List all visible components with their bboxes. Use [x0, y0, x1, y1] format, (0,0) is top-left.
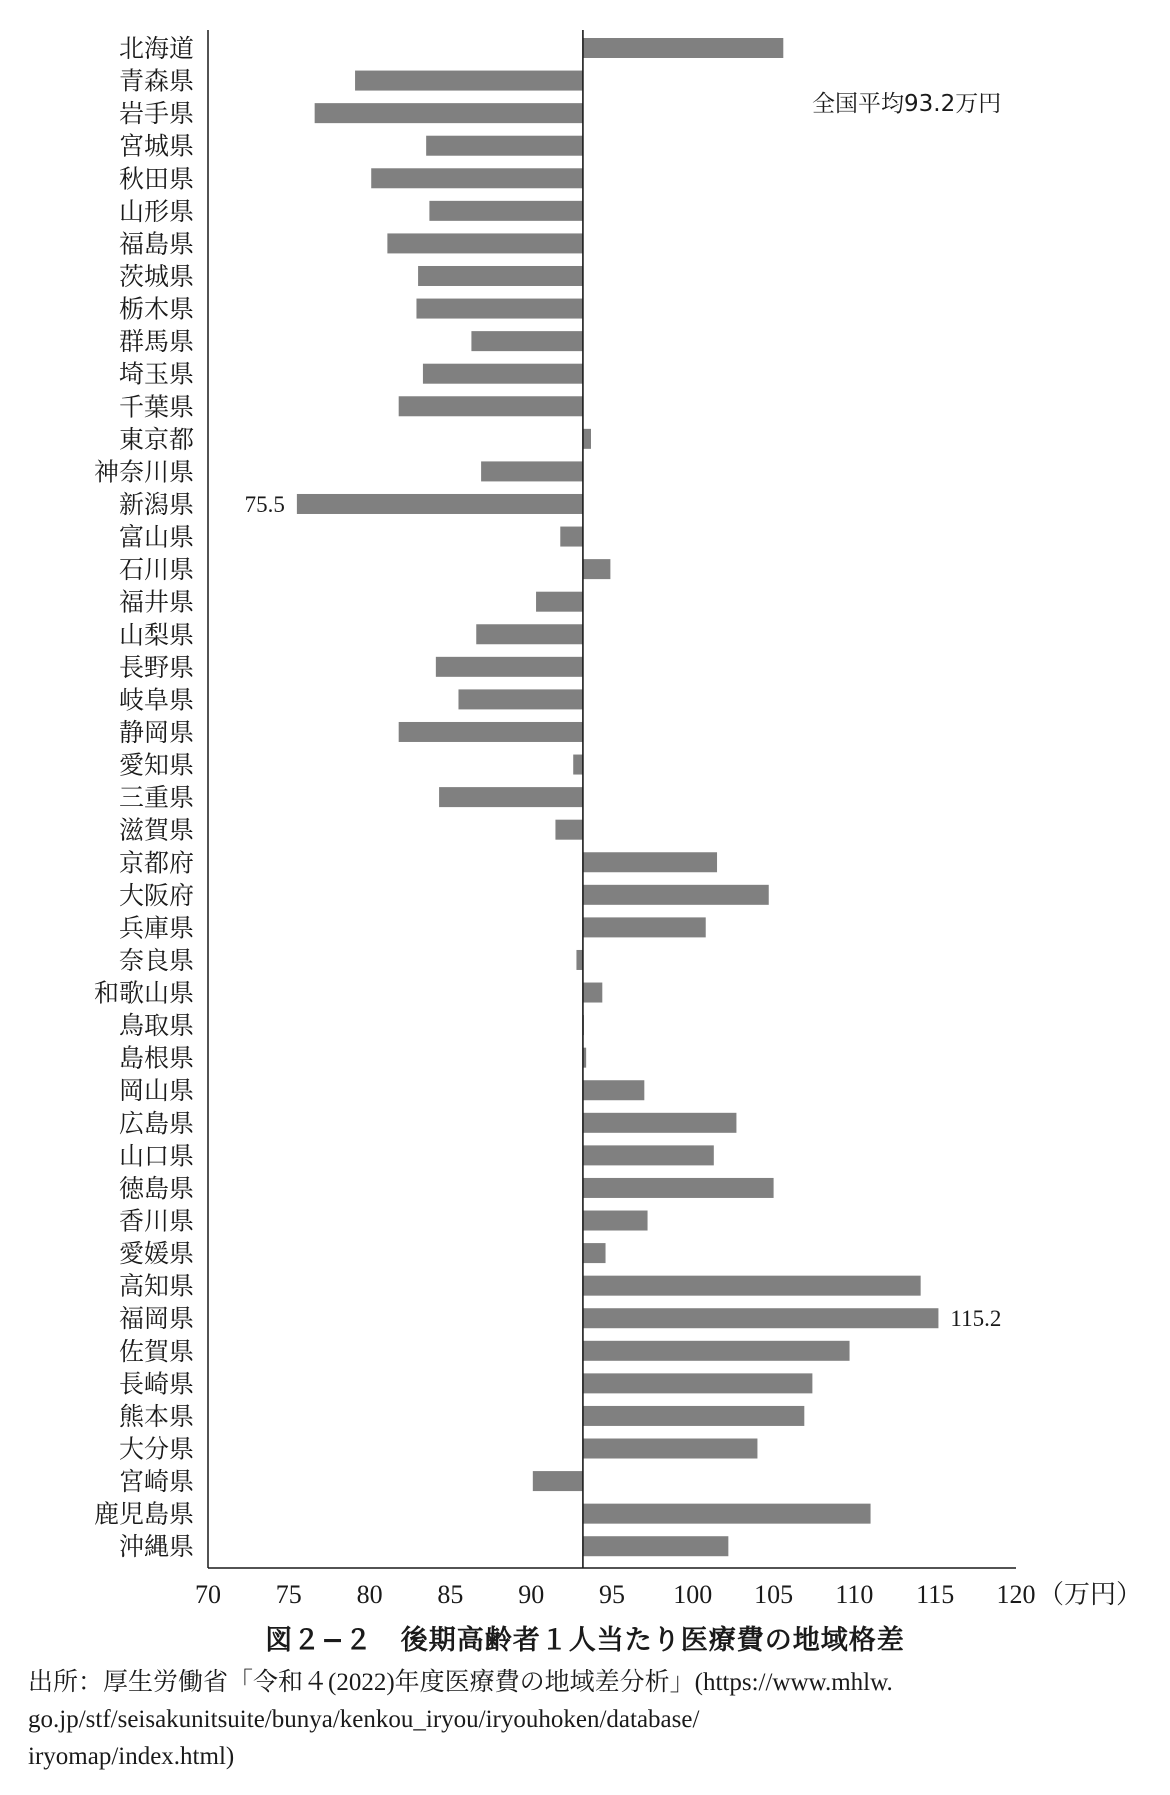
category-label: 埼玉県 [118, 359, 194, 389]
x-tick-label: 90 [518, 1580, 545, 1609]
x-tick-label: 105 [754, 1580, 794, 1609]
bar-福岡県 [583, 1308, 939, 1328]
category-label: 岩手県 [118, 99, 194, 129]
category-label: 宮城県 [118, 131, 194, 161]
category-label: 長崎県 [118, 1369, 194, 1399]
category-label: 愛媛県 [118, 1239, 194, 1269]
category-label: 新潟県 [118, 489, 194, 519]
category-label: 熊本県 [118, 1401, 194, 1431]
category-label: 富山県 [118, 522, 194, 552]
bar-熊本県 [583, 1406, 804, 1426]
data-labels [245, 492, 1002, 1331]
bar-神奈川県 [481, 461, 583, 481]
figure-title: 図２−２ 後期高齢者１人当たり医療費の地域格差 [265, 1625, 905, 1656]
category-label: 和歌山県 [93, 978, 194, 1008]
bar-佐賀県 [583, 1341, 850, 1361]
bar-岐阜県 [458, 689, 582, 709]
category-label: 千葉県 [118, 392, 194, 422]
bar-青森県 [355, 71, 583, 91]
bar-福井県 [536, 592, 583, 612]
bar-秋田県 [371, 168, 583, 188]
category-label: 香川県 [118, 1206, 194, 1236]
source-line-1: 出所：厚生労働省「令和４(2022)年度医療費の地域差分析」(https://www.mhlw. [28, 1669, 893, 1696]
bar-香川県 [583, 1211, 648, 1231]
x-axis-unit: （万円） [1038, 1580, 1143, 1609]
category-label: 兵庫県 [118, 913, 194, 943]
x-tick-label: 75 [275, 1580, 302, 1609]
bar-岩手県 [315, 103, 583, 123]
category-label: 佐賀県 [118, 1336, 194, 1366]
bar-長野県 [436, 657, 583, 677]
category-label: 岡山県 [118, 1076, 194, 1106]
bar-鹿児島県 [583, 1504, 871, 1524]
category-label: 岐阜県 [118, 685, 194, 715]
bar-石川県 [583, 559, 610, 579]
bar-大阪府 [583, 885, 769, 905]
bar-群馬県 [471, 331, 583, 351]
data-label: 75.5 [244, 491, 285, 517]
category-label: 東京都 [118, 424, 194, 454]
x-tick-label: 95 [599, 1580, 625, 1609]
data-label: 115.2 [950, 1306, 1002, 1332]
bar-愛知県 [573, 755, 583, 775]
bar-東京都 [583, 429, 591, 449]
category-label: 高知県 [118, 1271, 194, 1301]
source-line-3: iryomap/index.html) [28, 1743, 235, 1770]
bar-兵庫県 [583, 917, 706, 937]
category-label: 北海道 [118, 34, 194, 63]
national-average-label: 全国平均93.2万円 [812, 91, 1002, 117]
x-tick-label: 100 [673, 1580, 713, 1609]
x-tick-label: 85 [437, 1580, 464, 1609]
x-tick-label: 110 [835, 1580, 874, 1609]
category-label: 福島県 [118, 229, 194, 259]
bar-埼玉県 [423, 364, 583, 384]
bar-岡山県 [583, 1080, 644, 1100]
category-label: 鹿児島県 [93, 1499, 194, 1529]
category-labels [94, 34, 194, 1561]
bar-山口県 [583, 1145, 714, 1165]
bar-宮崎県 [533, 1471, 583, 1491]
x-tick-label: 70 [195, 1580, 221, 1609]
category-label: 三重県 [118, 783, 194, 813]
bar-高知県 [583, 1276, 921, 1296]
bar-滋賀県 [555, 820, 582, 840]
bar-富山県 [560, 527, 583, 547]
category-label: 長野県 [118, 652, 194, 682]
category-label: 徳島県 [118, 1173, 194, 1203]
bar-沖縄県 [583, 1536, 728, 1556]
category-label: 滋賀県 [118, 815, 194, 845]
category-label: 奈良県 [118, 945, 194, 975]
source-note [28, 1664, 1158, 1775]
category-label: 栃木県 [118, 294, 194, 324]
category-label: 神奈川県 [93, 457, 194, 487]
source-line-2: go.jp/stf/seisakunitsuite/bunya/kenkou_iryou/iryouhoken/database/ [28, 1706, 700, 1733]
bar-和歌山県 [583, 983, 602, 1003]
bar-大分県 [583, 1439, 758, 1459]
bar-新潟県 [297, 494, 583, 514]
category-label: 島根県 [118, 1043, 194, 1073]
category-label: 山梨県 [118, 620, 194, 650]
bar-茨城県 [418, 266, 583, 286]
category-label: 茨城県 [118, 261, 194, 291]
category-label: 大分県 [118, 1434, 194, 1464]
x-tick-label: 120 [996, 1580, 1036, 1609]
bar-徳島県 [583, 1178, 774, 1198]
bar-千葉県 [399, 396, 583, 416]
x-tick-label: 80 [356, 1580, 383, 1609]
category-label: 群馬県 [118, 327, 194, 357]
bar-山梨県 [476, 624, 583, 644]
bar-広島県 [583, 1113, 737, 1133]
category-label: 石川県 [118, 555, 194, 585]
bar-長崎県 [583, 1373, 812, 1393]
bar-山形県 [429, 201, 583, 221]
bar-京都府 [583, 852, 717, 872]
bar-静岡県 [399, 722, 583, 742]
category-label: 広島県 [118, 1108, 194, 1138]
category-label: 宮崎県 [118, 1467, 194, 1497]
category-label: 京都府 [118, 848, 194, 878]
x-tick-label: 115 [916, 1580, 955, 1609]
category-label: 静岡県 [118, 717, 194, 747]
category-label: 秋田県 [118, 164, 194, 194]
bar-宮城県 [426, 136, 583, 156]
category-label: 鳥取県 [118, 1011, 194, 1041]
bars-group [297, 38, 939, 1556]
category-label: 福岡県 [118, 1304, 194, 1334]
category-label: 山形県 [118, 196, 194, 226]
bar-北海道 [583, 38, 783, 58]
category-label: 沖縄県 [118, 1532, 194, 1562]
category-label: 青森県 [118, 66, 194, 96]
category-label: 山口県 [118, 1141, 194, 1171]
bar-栃木県 [416, 299, 582, 319]
category-label: 大阪府 [118, 880, 194, 910]
category-label: 愛知県 [118, 750, 194, 780]
bar-奈良県 [576, 950, 582, 970]
bar-福島県 [387, 233, 583, 253]
x-tick-labels [195, 1580, 1036, 1609]
category-label: 福井県 [118, 587, 194, 617]
bar-三重県 [439, 787, 583, 807]
bar-愛媛県 [583, 1243, 606, 1263]
